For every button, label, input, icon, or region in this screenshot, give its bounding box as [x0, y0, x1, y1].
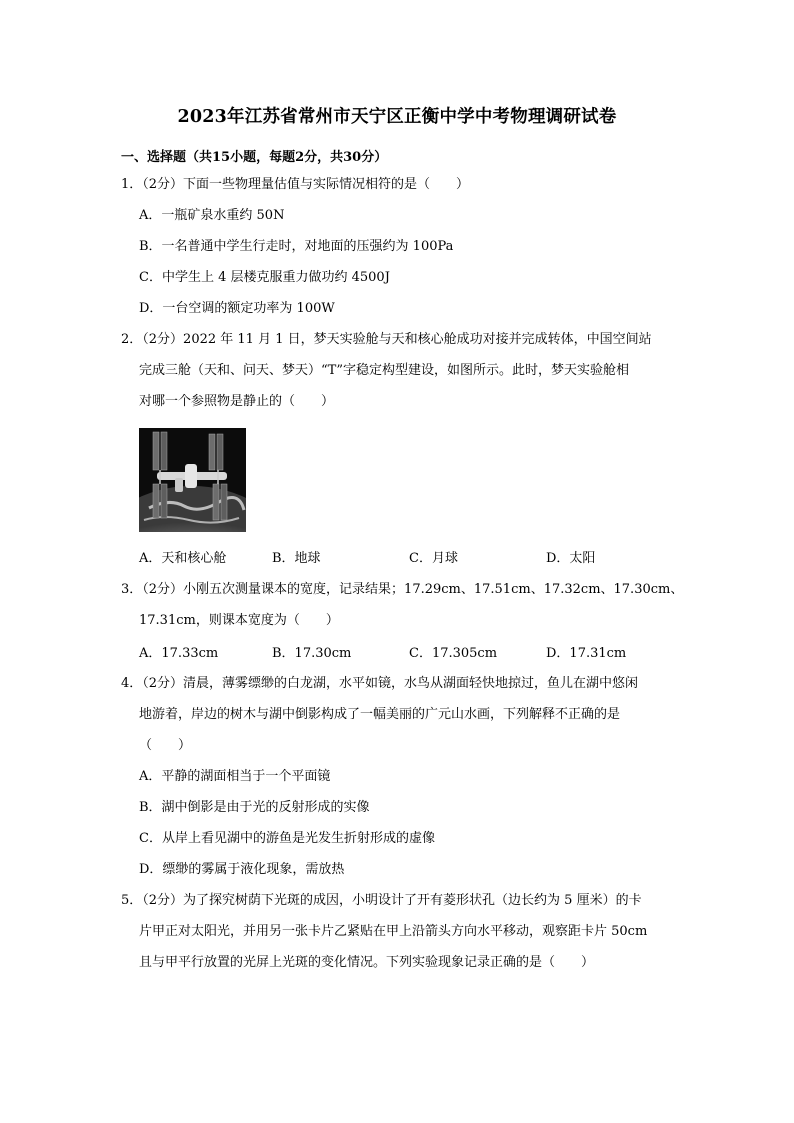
- question-1-option-c: C．中学生上 4 层楼克服重力做功约 4500J: [139, 270, 390, 285]
- exam-title: 2023年江苏省常州市天宁区正衡中学中考物理调研试卷: [177, 107, 617, 127]
- question-2-option-a: A．天和核心舱: [139, 551, 227, 566]
- question-3-option-c: C．17.305cm: [409, 646, 498, 661]
- question-2-option-c: C．月球: [409, 551, 458, 566]
- question-1-option-a: A．一瓶矿泉水重约 50N: [139, 208, 285, 223]
- question-4-option-a: A．平静的湖面相当于一个平面镜: [139, 769, 331, 784]
- question-3-option-b: B．17.30cm: [272, 646, 352, 661]
- question-3-line-2: 17.31cm，则课本宽度为（ ）: [139, 613, 339, 628]
- question-5-line-1: 5．（2分）为了探究树荫下光斑的成因，小明设计了开有菱形状孔（边长约为 5 厘米）的卡: [121, 893, 642, 908]
- question-2-option-b: B．地球: [272, 551, 321, 566]
- question-2-line-2: 完成三舱（天和、问天、梦天）“T”字稳定构型建设，如图所示。此时，梦天实验舱相: [139, 363, 629, 378]
- space-station-figure: [139, 428, 246, 532]
- question-3-option-a: A．17.33cm: [139, 646, 219, 661]
- question-5-line-3: 且与甲平行放置的光屏上光斑的变化情况。下列实验现象记录正确的是（ ）: [139, 955, 595, 970]
- question-1-option-b: B．一名普通中学生行走时，对地面的压强约为 100Pa: [139, 239, 454, 254]
- question-4-line-1: 4．（2分）清晨，薄雾缥缈的白龙湖，水平如镜，水鸟从湖面轻快地掠过，鱼儿在湖中悠闲: [121, 676, 639, 691]
- question-4-line-2: 地游着，岸边的树木与湖中倒影构成了一幅美丽的广元山水画，下列解释不正确的是: [139, 707, 621, 722]
- question-4-line-3: （ ）: [139, 738, 192, 753]
- question-2-line-3: 对哪一个参照物是静止的（ ）: [139, 394, 335, 409]
- section-heading: 一、选择题（共15小题，每题2分，共30分）: [121, 150, 388, 165]
- question-1-option-d: D．一台空调的额定功率为 100W: [139, 301, 335, 316]
- question-5-line-2: 片甲正对太阳光，并用另一张卡片乙紧贴在甲上沿箭头方向水平移动，观察距卡片 50cm: [139, 924, 648, 939]
- question-4-option-d: D．缥缈的雾属于液化现象，需放热: [139, 862, 345, 877]
- question-2-line-1: 2．（2分）2022 年 11 月 1 日，梦天实验舱与天和核心舱成功对接并完成转体，中国空间站: [121, 332, 652, 347]
- question-3-line-1: 3．（2分）小刚五次测量课本的宽度，记录结果；17.29cm、17.51cm、17.32cm、17.30cm、: [121, 582, 684, 597]
- question-4-option-b: B．湖中倒影是由于光的反射形成的实像: [139, 800, 370, 815]
- question-3-option-d: D．17.31cm: [546, 646, 627, 661]
- question-1-stem: 1．（2分）下面一些物理量估值与实际情况相符的是（ ）: [121, 177, 470, 192]
- question-4-option-c: C．从岸上看见湖中的游鱼是光发生折射形成的虚像: [139, 831, 435, 846]
- question-2-option-d: D．太阳: [546, 551, 596, 566]
